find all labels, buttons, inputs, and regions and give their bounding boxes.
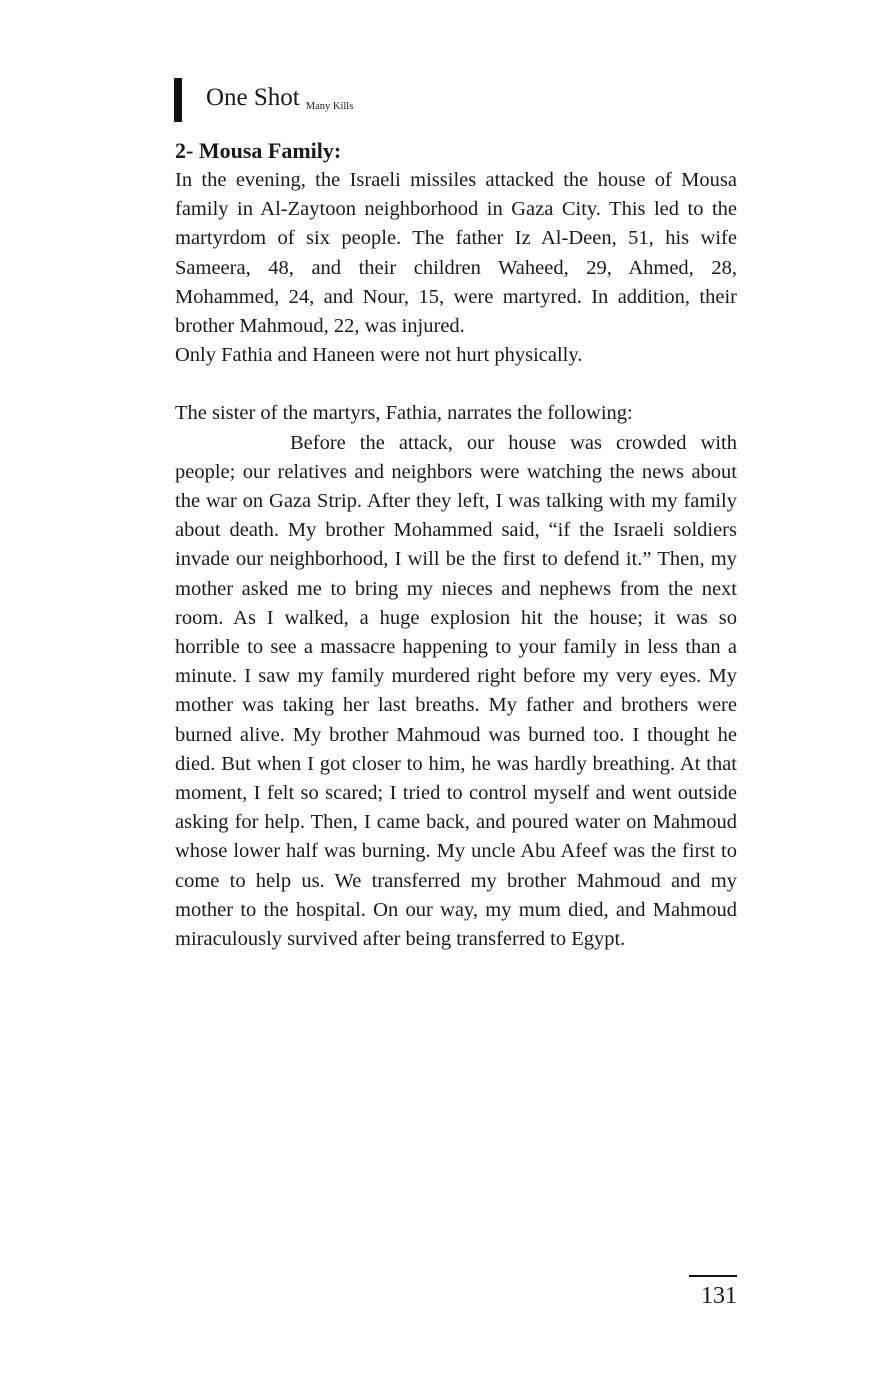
book-subtitle: Many Kills [305,101,354,112]
paragraph-gap [175,370,737,399]
intro-paragraph: In the evening, the Israeli missiles attacked the house of Mousa family in Al-Zaytoon neighborhood in Gaza City. This led to the martyrdom of six people. The father Iz Al-Deen, 51, his wife Sameera, 48, and their children Waheed, 29, Ahmed, 28, Mohammed, 24, and Nour, 15, were martyred. In addition, their brother Mahmoud, 22, was injured. [175,169,737,338]
page-folio [689,1275,737,1311]
page-body [175,136,737,954]
running-header [174,78,353,122]
page-number: 131 [701,1283,737,1309]
book-title: One Shot [206,84,300,111]
narration-lead: The sister of the martyrs, Fathia, narrates the following: [175,402,633,425]
unhurt-note: Only Fathia and Haneen were not hurt physically. [175,344,583,367]
header-rule [174,78,182,122]
folio-rule [689,1275,737,1277]
section-heading: 2- Mousa Family: [175,138,342,163]
testimony-paragraph: Before the attack, our house was crowded with people; our relatives and neighbors were watching the news about the war on Gaza Strip. After they left, I was talking with my family about death. My brother Mohammed said, “if the Israeli soldiers invade our neighborhood, I will be the first to defend it.” Then, my mother asked me to bring my nieces and nephews from the next room. As I walked, a huge explosion hit the house; it was so horrible to see a massacre happening to your family in less than a minute. I saw my family murdered right before my very eyes. My mother was taking her last breaths. My father and brothers were burned alive. My brother Mahmoud was burned too. I thought he died. But when I got closer to him, he was hardly breathing. At that moment, I felt so scared; I tried to control myself and went outside asking for help. Then, I came back, and poured water on Mahmoud whose lower half was burning. My uncle Abu Afeef was the first to come to help us. We transferred my brother Mahmoud and my mother to the hospital. On our way, my mum died, and Mahmoud miraculously survived after being transferred to Egypt. [175,431,737,951]
